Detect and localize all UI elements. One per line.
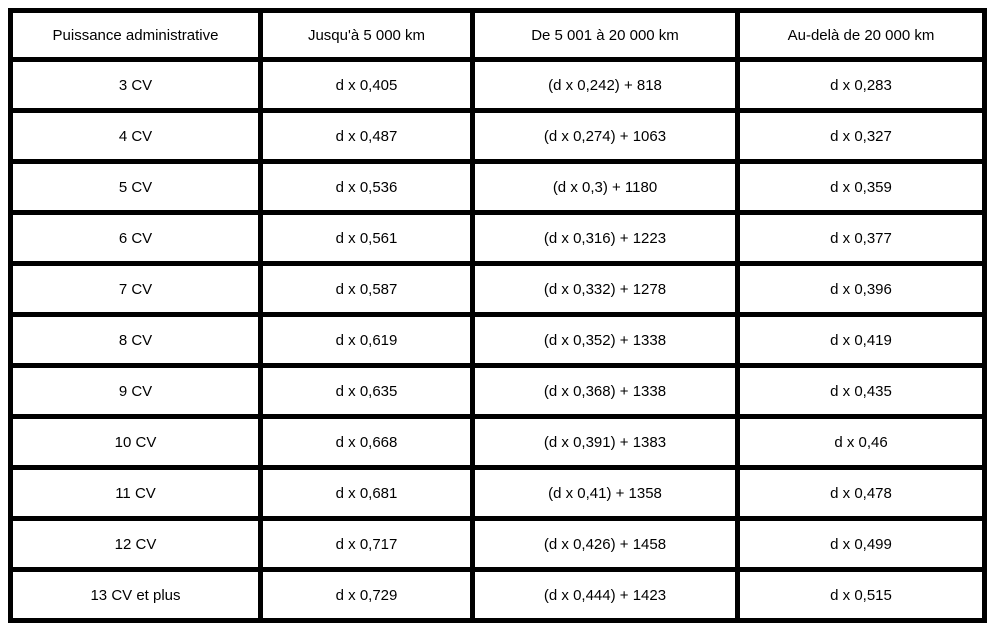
table-cell-formula: (d x 0,242) + 818 (473, 60, 738, 111)
table-cell-formula: d x 0,435 (738, 366, 985, 417)
table-cell-puissance: 13 CV et plus (11, 570, 261, 621)
table-cell-formula: d x 0,283 (738, 60, 985, 111)
table-row (11, 570, 985, 621)
table-cell-formula: d x 0,478 (738, 468, 985, 519)
table-row (11, 366, 985, 417)
table-cell-puissance: 12 CV (11, 519, 261, 570)
table-cell-formula: d x 0,587 (261, 264, 473, 315)
table-cell-formula: d x 0,405 (261, 60, 473, 111)
table-row (11, 162, 985, 213)
table-cell-puissance: 11 CV (11, 468, 261, 519)
table-row (11, 519, 985, 570)
table-cell-formula: d x 0,419 (738, 315, 985, 366)
table-cell-puissance: 8 CV (11, 315, 261, 366)
table-cell-formula: d x 0,668 (261, 417, 473, 468)
table-row (11, 264, 985, 315)
table-cell-formula: d x 0,327 (738, 111, 985, 162)
table-cell-formula: (d x 0,391) + 1383 (473, 417, 738, 468)
table-cell-formula: (d x 0,444) + 1423 (473, 570, 738, 621)
table-row (11, 111, 985, 162)
header-jusqua-5000-km: Jusqu'à 5 000 km (261, 11, 473, 60)
table-cell-formula: d x 0,487 (261, 111, 473, 162)
table-cell-formula: d x 0,46 (738, 417, 985, 468)
table-cell-formula: d x 0,561 (261, 213, 473, 264)
table-cell-formula: d x 0,717 (261, 519, 473, 570)
table-cell-formula: (d x 0,368) + 1338 (473, 366, 738, 417)
table-cell-puissance: 6 CV (11, 213, 261, 264)
table-cell-formula: d x 0,536 (261, 162, 473, 213)
table-row (11, 213, 985, 264)
header-au-dela-de-20000-km: Au-delà de 20 000 km (738, 11, 985, 60)
table-cell-formula: (d x 0,352) + 1338 (473, 315, 738, 366)
header-puissance-administrative: Puissance administrative (11, 11, 261, 60)
table-cell-formula: d x 0,515 (738, 570, 985, 621)
table-row (11, 315, 985, 366)
header-de-5001-a-20000-km: De 5 001 à 20 000 km (473, 11, 738, 60)
table-cell-puissance: 10 CV (11, 417, 261, 468)
table-cell-formula: d x 0,619 (261, 315, 473, 366)
table-cell-formula: d x 0,681 (261, 468, 473, 519)
table-row (11, 417, 985, 468)
table-cell-puissance: 3 CV (11, 60, 261, 111)
table-cell-formula: (d x 0,316) + 1223 (473, 213, 738, 264)
table-row (11, 468, 985, 519)
table-cell-formula: (d x 0,274) + 1063 (473, 111, 738, 162)
table-cell-formula: d x 0,499 (738, 519, 985, 570)
table-cell-formula: (d x 0,426) + 1458 (473, 519, 738, 570)
table-cell-formula: (d x 0,41) + 1358 (473, 468, 738, 519)
table-cell-puissance: 7 CV (11, 264, 261, 315)
table-cell-puissance: 4 CV (11, 111, 261, 162)
table-header-row (11, 11, 985, 60)
table-cell-formula: d x 0,396 (738, 264, 985, 315)
table-cell-formula: d x 0,635 (261, 366, 473, 417)
table-row (11, 60, 985, 111)
table-cell-formula: d x 0,377 (738, 213, 985, 264)
kilometric-allowance-table (8, 8, 987, 623)
table-cell-puissance: 9 CV (11, 366, 261, 417)
table-cell-formula: (d x 0,3) + 1180 (473, 162, 738, 213)
table-cell-puissance: 5 CV (11, 162, 261, 213)
table-cell-formula: (d x 0,332) + 1278 (473, 264, 738, 315)
table-cell-formula: d x 0,359 (738, 162, 985, 213)
table-cell-formula: d x 0,729 (261, 570, 473, 621)
